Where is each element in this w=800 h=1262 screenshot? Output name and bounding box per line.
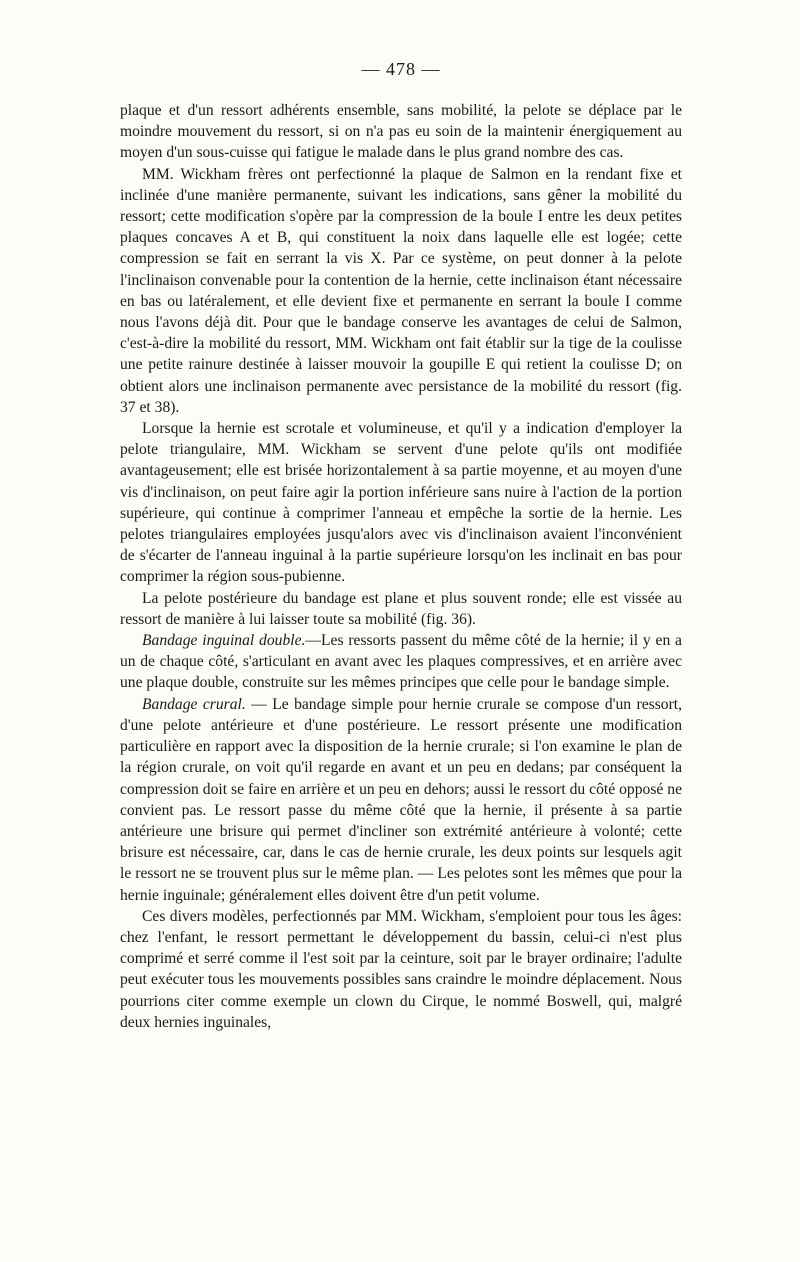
paragraph-text: MM. Wickham frères ont perfectionné la plaque de Salmon en la rendant fixe et inclinée d'une manière permanente, suivant les indications, sans gêner la mobilité du ressort; cette modification s'opère par la compression de la boule I entre les deux petites plaques concaves A et B, qui constituent la noix dans laquelle elle est logée; cette compression se fait en serrant la vis X. Par ce système, on peut donner à la pelote l'inclinaison convenable pour la contention de la hernie, cette inclinaison étant nécessaire en bas ou latéralement, et elle devient fixe et permanente en serrant la boule I comme nous l'avons déjà dit. Pour que le bandage conserve les avantages de celui de Salmon, c'est-à-dire la mobilité du ressort, MM. Wickham ont fait établir sur la tige de la coulisse une petite rainure destinée à laisser mouvoir la goupille E qui retient la coulisse D; on obtient alors une inclinaison permanente avec persistance de la mobilité du ressort (fig. 37 et 38).	[120, 165, 682, 416]
paragraph	[120, 630, 682, 694]
paragraph	[120, 588, 682, 630]
paragraph	[120, 694, 682, 906]
page	[120, 56, 682, 1033]
paragraph	[120, 164, 682, 418]
paragraph	[120, 418, 682, 588]
paragraph	[120, 906, 682, 1033]
section-title: Bandage crural.	[142, 695, 246, 713]
paragraph-text: La pelote postérieure du bandage est plane et plus souvent ronde; elle est vissée au ressort de manière à lui laisser toute sa mobilité (fig. 36).	[120, 589, 682, 628]
paragraph	[120, 100, 682, 164]
paragraph-text: — Le bandage simple pour hernie crurale se compose d'un ressort, d'une pelote antérieure et d'une postérieure. Le ressort présente une modification particulière en rapport avec la disposition de la hernie crurale; si l'on examine le plan de la région crurale, on voit qu'il regarde en avant et un peu en dedans; par conséquent la compression doit se faire en arrière et un peu en dehors; aussi le ressort du côté opposé ne convient pas. Le ressort passe du même côté que la hernie, il présente à sa partie antérieure une brisure qui permet d'incliner son extrémité antérieure à volonté; cette brisure est nécessaire, car, dans le cas de hernie crurale, les deux points sur lesquels agit le ressort ne se trouvent plus sur le même plan. — Les pelotes sont les mêmes que pour la hernie inguinale; généralement elles doivent être d'un petit volume.	[120, 695, 682, 904]
paragraph-text: Lorsque la hernie est scrotale et volumineuse, et qu'il y a indication d'employer la pelote triangulaire, MM. Wickham se servent d'une pelote qu'ils ont modifiée avantageusement; elle est brisée horizontalement à sa partie moyenne, et au moyen d'une vis d'inclinaison, on peut faire agir la portion inférieure sans nuire à l'action de la portion supérieure, qui continue à comprimer l'anneau et empêche la sortie de la hernie. Les pelotes triangulaires employées jusqu'alors avec vis d'inclinaison avaient l'inconvénient de s'écarter de l'anneau inguinal à la partie supérieure lorsqu'on les inclinait en bas pour comprimer la région sous-pubienne.	[120, 420, 682, 586]
body-text	[120, 100, 682, 1033]
page-number: — 478 —	[361, 59, 441, 79]
paragraph-text: —Les ressorts passent du même côté de la hernie; il y en a un de chaque côté, s'articulant en avant avec les plaques compressives, et en arrière avec une plaque double, construite sur les mêmes principes que celle pour le bandage simple.	[120, 632, 682, 692]
section-title: Bandage inguinal double.	[142, 632, 306, 650]
paragraph-text: plaque et d'un ressort adhérents ensemble, sans mobilité, la pelote se déplace par le moindre mouvement du ressort, si on n'a pas eu soin de la maintenir énergiquement au moyen d'un sous-cuisse qui fatigue le malade dans le plus grand nombre des cas.	[120, 102, 682, 162]
paragraph-text: Ces divers modèles, perfectionnés par MM. Wickham, s'emploient pour tous les âges: chez l'enfant, le ressort permettant le développement du bassin, celui-ci n'est plus comprimé et serré comme il l'est soit par la ceinture, soit par le brayer ordinaire; l'adulte peut exécuter tous les mouvements possibles sans craindre le moindre déplacement. Nous pourrions citer comme exemple un clown du Cirque, le nommé Boswell, qui, malgré deux hernies inguinales,	[120, 907, 682, 1031]
